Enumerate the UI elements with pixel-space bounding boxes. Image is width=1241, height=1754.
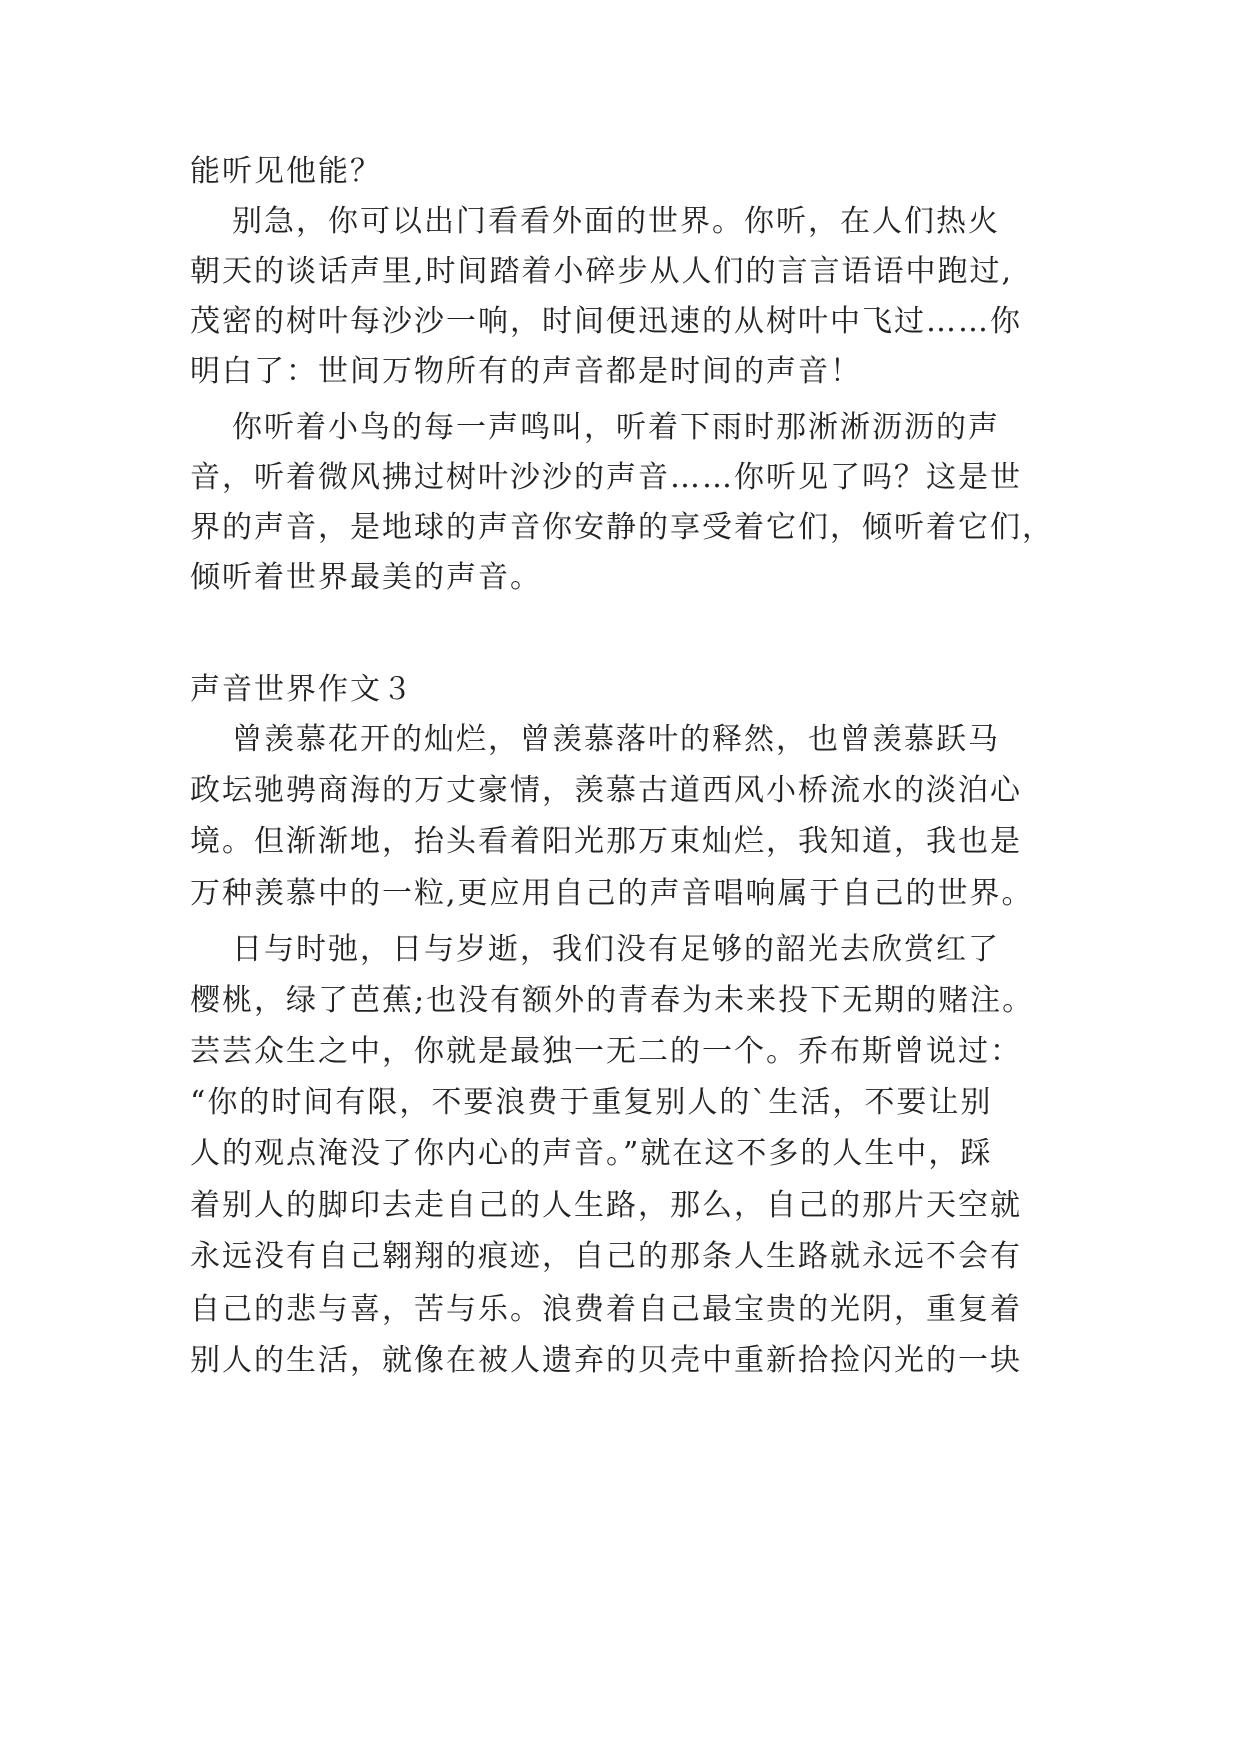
text-line: 万种羡慕中的一粒,更应用自己的声音唱响属于自己的世界。 [190, 876, 1034, 911]
text-line: 樱桃，绿了芭蕉;也没有额外的青春为未来投下无期的赌注。 [190, 983, 1035, 1018]
text-line: 界的声音，是地球的声音你安静的享受着它们，倾听着它们， [190, 510, 1054, 545]
paragraph-first-line: 日与时弛，日与岁逝，我们没有足够的韶光去欣赏红了 [232, 932, 1000, 967]
text-line: 明白了：世间万物所有的声音都是时间的声音！ [190, 354, 862, 389]
text-line: 政坛驰骋商海的万丈豪情，羡慕古道西风小桥流水的淡泊心 [190, 773, 1022, 808]
text-line: 音，听着微风拂过树叶沙沙的声音……你听见了吗？这是世 [190, 460, 1022, 495]
text-line: 永远没有自己翱翔的痕迹，自己的那条人生路就永远不会有 [190, 1239, 1022, 1274]
section-heading: 声音世界作文３ [190, 672, 414, 707]
text-line: 茂密的树叶每沙沙一响，时间便迅速的从树叶中飞过……你 [190, 304, 1022, 339]
text-line: “你的时间有限，不要浪费于重复别人的`生活，不要让别 [190, 1085, 993, 1120]
text-line: 朝天的谈话声里,时间踏着小碎步从人们的言言语语中跑过, [190, 254, 1014, 289]
text-line: 着别人的脚印去走自己的人生路，那么，自己的那片天空就 [190, 1188, 1022, 1223]
text-line: 芸芸众生之中，你就是最独一无二的一个。乔布斯曾说过： [190, 1034, 1022, 1069]
text-line: 能听见他能？ [190, 154, 382, 189]
text-line: 自己的悲与喜，苦与乐。浪费着自己最宝贵的光阴，重复着 [190, 1292, 1022, 1327]
paragraph-first-line: 别急，你可以出门看看外面的世界。你听，在人们热火 [232, 204, 1000, 239]
text-line: 倾听着世界最美的声音。 [190, 560, 542, 595]
paragraph-first-line: 你听着小鸟的每一声鸣叫，听着下雨时那淅淅沥沥的声 [232, 410, 1000, 445]
paragraph-first-line: 曾羡慕花开的灿烂，曾羡慕落叶的释然，也曾羡慕跃马 [232, 722, 1000, 757]
text-line: 人的观点淹没了你内心的声音。”就在这不多的人生中，踩 [190, 1136, 993, 1171]
text-line: 境。但渐渐地，抬头看着阳光那万束灿烂，我知道，我也是 [190, 824, 1022, 859]
text-line: 别人的生活，就像在被人遗弃的贝壳中重新拾捡闪光的一块 [190, 1343, 1022, 1378]
